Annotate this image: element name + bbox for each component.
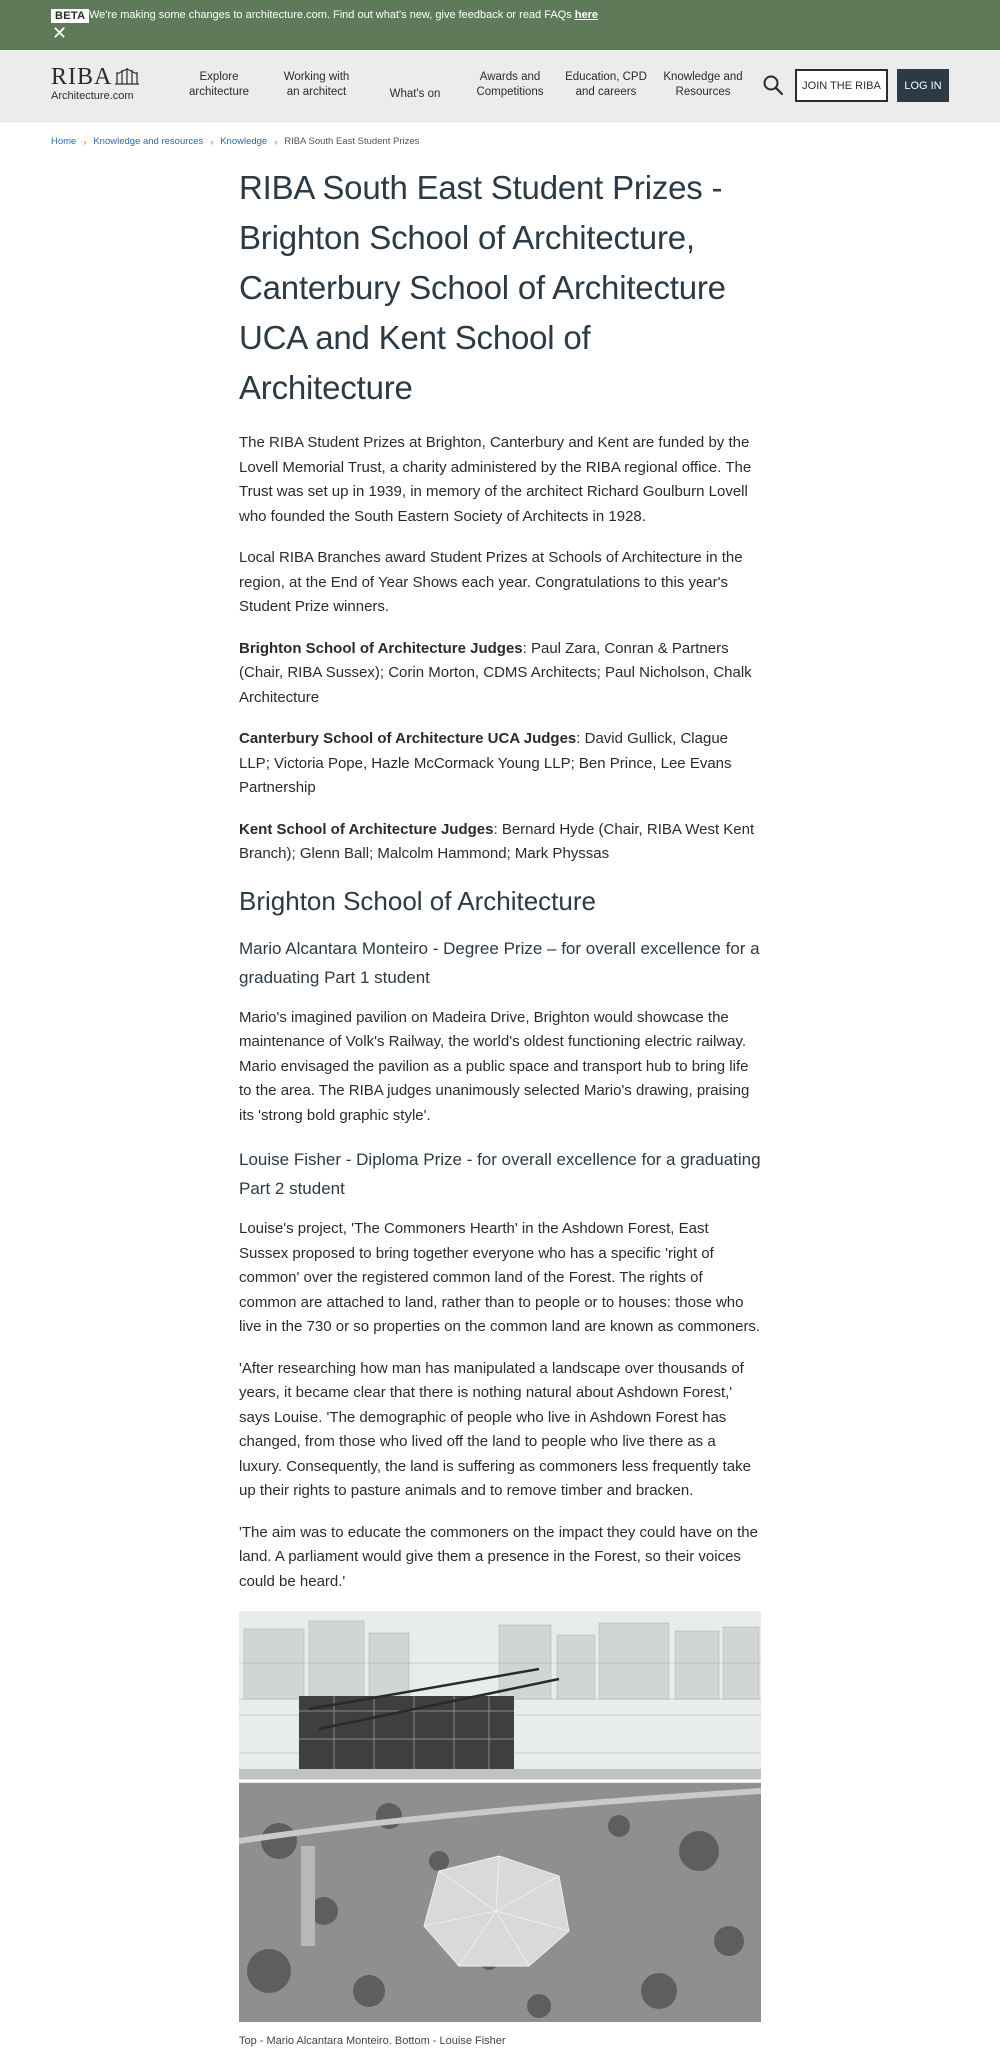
nav-label-line1: Awards and	[479, 71, 541, 83]
nav-explore-architecture[interactable]	[189, 70, 249, 100]
nav-label-line2: Competitions	[476, 86, 544, 98]
nav-label-line1: Education, CPD	[565, 71, 647, 83]
nav-label-line1: Working with	[283, 71, 350, 83]
beta-faq-link[interactable]: here	[574, 9, 599, 21]
breadcrumb-knowledge-resources[interactable]: Knowledge and resources	[93, 136, 204, 147]
prize-paragraph: 'After researching how man has manipulated a landscape over thousands of years, it became clear that there is nothing natural about Ashdown Forest,' says Louise. 'The demographic of people who live in Ashdown Forest has changed, from those who lived off the land to people who live there as a luxury. Consequently, the land is suffering as commoners less frequently take up their rights to pasture animals and to remove timber and bracken.	[239, 1359, 751, 1499]
search-icon	[762, 74, 784, 96]
beta-banner	[0, 0, 1000, 50]
chevron-right-icon: ›	[274, 136, 278, 147]
article-intro	[239, 431, 761, 867]
beta-message	[89, 9, 598, 21]
riba-crest-icon	[114, 66, 140, 86]
site-header	[0, 50, 1000, 122]
section-heading-brighton: Brighton School of Architecture	[239, 885, 596, 916]
judges-kent	[239, 818, 761, 867]
search-button[interactable]	[762, 74, 784, 96]
nav-whats-on[interactable]	[385, 87, 445, 102]
prize-heading-degree: Mario Alcantara Monteiro - Degree Prize – for overall excellence for a graduating Part 1 student	[239, 938, 760, 987]
nav-knowledge-resources[interactable]	[659, 70, 747, 100]
prize-paragraph: Louise's project, 'The Commoners Hearth' in the Ashdown Forest, East Sussex proposed to bring together everyone who has a specific 'right of common' over the registered common land of the Forest. The rights of common are attached to land, rather than to people or to houses: those who live in the 730 or so properties on the common land are known as commoners.	[239, 1220, 761, 1335]
nav-label-line1: Knowledge and	[663, 71, 743, 83]
prize-heading-diploma: Louise Fisher - Diploma Prize - for overall excellence for a graduating Part 2 student	[239, 1150, 761, 1198]
nav-education-cpd-careers[interactable]	[562, 70, 650, 100]
judges-brighton	[239, 637, 761, 711]
intro-paragraph: Local RIBA Branches award Student Prizes at Schools of Architecture in the region, at the End of Year Shows each year. Congratulations to this year's Student Prize winners.	[239, 549, 743, 615]
nav-working-with-architect[interactable]	[279, 70, 354, 100]
judges-label: Brighton School of Architecture Judges	[239, 639, 523, 657]
prize-paragraph: 'The aim was to educate the commoners on the impact they could have on the land. A parliament would give them a presence in the Forest, so their voices could be heard.'	[239, 1523, 758, 1590]
chevron-right-icon: ›	[210, 136, 214, 147]
judges-canterbury	[239, 727, 761, 801]
prize-drawings-image	[239, 1611, 761, 2022]
prize-diploma-body	[239, 1217, 761, 1594]
prize-paragraph: Mario's imagined pavilion on Madeira Drive, Brighton would showcase the maintenance of Volk's Railway, the world's oldest functioning electric railway. Mario envisaged the pavilion as a public space and transport hub to bring life to the area. The RIBA judges unanimously selected Mario's drawing, praising its 'strong bold graphic style'.	[239, 1008, 750, 1124]
nav-awards-competitions[interactable]	[470, 70, 550, 100]
intro-paragraph: The RIBA Student Prizes at Brighton, Canterbury and Kent are funded by the Lovell Memorial Trust, a charity administered by the RIBA regional office. The Trust was set up in 1939, in memory of the architect Richard Goulburn Lovell who founded the South Eastern Society of Architects in 1928.	[239, 434, 752, 525]
chevron-right-icon: ›	[83, 136, 87, 147]
breadcrumb-knowledge[interactable]: Knowledge	[220, 136, 268, 147]
judges-label: Canterbury School of Architecture UCA Judges	[239, 730, 577, 747]
prize-degree-body	[239, 1006, 761, 1129]
page-title: RIBA South East Student Prizes - Brighton School of Architecture, Canterbury School of Architecture UCA and Kent School of Architecture	[239, 169, 726, 406]
nav-label-line2: architecture	[189, 86, 250, 98]
beta-badge: BETA	[51, 9, 89, 23]
nav-label-line2: Resources	[675, 86, 731, 98]
nav-label-line2: an architect	[286, 86, 347, 98]
breadcrumb-current: RIBA South East Student Prizes	[284, 136, 420, 147]
nav-label-line1: Explore	[199, 71, 239, 83]
judges-label: Kent School of Architecture Judges	[239, 820, 494, 838]
breadcrumb-home[interactable]: Home	[51, 136, 77, 147]
login-button[interactable]: LOG IN	[897, 69, 949, 102]
beta-message-text: We're making some changes to architecture.com. Find out what's new, give feedback or read FAQs	[89, 9, 572, 21]
close-icon[interactable]: ✕	[52, 23, 68, 43]
riba-logo[interactable]	[51, 66, 140, 102]
judges-text: : Paul Zara, Conran & Partners (Chair, RIBA Sussex); Corin Morton, CDMS Architects; Paul Nicholson, Chalk Architecture	[239, 639, 752, 706]
nav-label-line1: What's on	[389, 88, 441, 100]
logo-site-name: Architecture.com	[51, 90, 134, 102]
article	[239, 163, 761, 1611]
nav-label-line2: and careers	[575, 86, 637, 98]
logo-wordmark: RIBA	[51, 64, 113, 90]
join-riba-button[interactable]: JOIN THE RIBA	[795, 69, 888, 102]
judges-text: : Bernard Hyde (Chair, RIBA West Kent Branch); Glenn Ball; Malcolm Hammond; Mark Physsas	[239, 820, 755, 862]
image-caption: Top - Mario Alcantara Monteiro. Bottom - Louise Fisher	[239, 2035, 506, 2047]
judges-text: : David Gullick, Clague LLP; Victoria Pope, Hazle McCormack Young LLP; Ben Prince, Lee Evans Partnership	[239, 730, 732, 796]
breadcrumb	[51, 136, 419, 147]
